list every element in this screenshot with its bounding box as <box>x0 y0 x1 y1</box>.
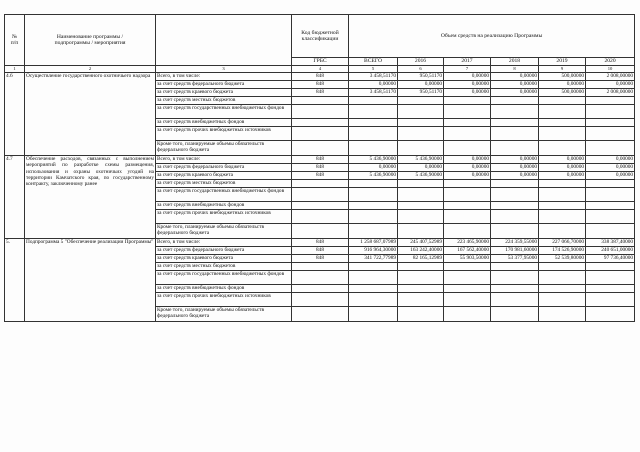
funding-source: за счет средств внебюджетных фондов <box>156 202 292 210</box>
amount-cell: 0,00000 <box>539 172 586 180</box>
grbs-code <box>292 127 349 141</box>
amount-cell: 0,00000 <box>444 81 491 89</box>
amount-cell: 0,00000 <box>491 73 539 81</box>
amount-cell: 0,00000 <box>491 172 539 180</box>
amount-cell: 0,00000 <box>349 164 398 172</box>
amount-cell <box>586 180 635 188</box>
amount-cell <box>491 271 539 285</box>
amount-cell <box>349 285 398 293</box>
section-title: Подпрограмма 5 "Обеспечение реализации Программы" <box>25 239 156 322</box>
funding-source: за счет средств местных бюджетов <box>156 180 292 188</box>
amount-cell <box>398 202 444 210</box>
amount-cell <box>349 141 398 156</box>
amount-cell <box>349 119 398 127</box>
amount-cell <box>586 263 635 271</box>
amount-cell: 0,00000 <box>398 164 444 172</box>
colnum: 3 <box>156 66 292 73</box>
funding-source: за счет средств федерального бюджета <box>156 164 292 172</box>
amount-cell <box>539 105 586 119</box>
funding-source: за счет средств внебюджетных фондов <box>156 285 292 293</box>
amount-cell: 1 258 687,07989 <box>349 239 398 247</box>
colnum: 7 <box>444 66 491 73</box>
amount-cell <box>539 180 586 188</box>
amount-cell <box>491 263 539 271</box>
amount-cell: 167 562,40000 <box>444 247 491 255</box>
amount-cell <box>491 119 539 127</box>
funding-source: за счет средств местных бюджетов <box>156 97 292 105</box>
amount-cell: 0,00000 <box>444 89 491 97</box>
grbs-code <box>292 263 349 271</box>
amount-cell: 0,00000 <box>586 81 635 89</box>
amount-cell: 0,00000 <box>444 73 491 81</box>
grbs-code <box>292 119 349 127</box>
grbs-code <box>292 293 349 307</box>
amount-cell <box>539 307 586 322</box>
amount-cell <box>349 224 398 239</box>
amount-cell <box>491 188 539 202</box>
grbs-code <box>292 285 349 293</box>
table-row <box>5 156 635 164</box>
amount-cell <box>539 210 586 224</box>
amount-cell <box>586 293 635 307</box>
funding-source: за счет средств государственных внебюджетных фондов <box>156 271 292 285</box>
funding-source: за счет средств краевого бюджета <box>156 89 292 97</box>
amount-cell <box>349 263 398 271</box>
grbs-code <box>292 224 349 239</box>
amount-cell <box>349 180 398 188</box>
amount-cell <box>398 188 444 202</box>
grbs-code <box>292 97 349 105</box>
funding-source: за счет средств государственных внебюджетных фондов <box>156 188 292 202</box>
amount-cell <box>398 141 444 156</box>
amount-cell: 82 165,12989 <box>398 255 444 263</box>
amount-cell <box>586 141 635 156</box>
amount-cell: 0,00000 <box>491 81 539 89</box>
funding-source: за счет средств федерального бюджета <box>156 247 292 255</box>
amount-cell <box>491 293 539 307</box>
amount-cell: 53 377,95000 <box>491 255 539 263</box>
header-year-2016: 2016 <box>398 58 444 66</box>
grbs-code: 848 <box>292 247 349 255</box>
amount-cell <box>349 307 398 322</box>
funding-source: Кроме того, планируемые объемы обязательств федерального бюджета <box>156 307 292 322</box>
funding-source: за счет средств прочих внебюджетных источников <box>156 127 292 141</box>
amount-cell: 0,00000 <box>398 81 444 89</box>
amount-cell <box>349 271 398 285</box>
header-name: Наименование программы / подпрограммы / мероприятия <box>25 15 156 66</box>
amount-cell <box>444 263 491 271</box>
funding-source: за счет средств местных бюджетов <box>156 263 292 271</box>
header-row-1 <box>5 15 635 58</box>
header-grbs: ГРБС <box>292 58 349 66</box>
amount-cell <box>398 307 444 322</box>
funding-source: Всего, в том числе: <box>156 73 292 81</box>
amount-cell: 55 903,50000 <box>444 255 491 263</box>
funding-source: за счет средств внебюджетных фондов <box>156 119 292 127</box>
amount-cell: 163 242,40000 <box>398 247 444 255</box>
amount-cell <box>444 271 491 285</box>
colnum: 5 <box>349 66 398 73</box>
amount-cell: 0,00000 <box>444 172 491 180</box>
grbs-code <box>292 180 349 188</box>
funding-source: Кроме того, планируемые объемы обязательств федерального бюджета <box>156 224 292 239</box>
amount-cell: 500,00000 <box>539 73 586 81</box>
amount-cell <box>444 141 491 156</box>
amount-cell <box>539 141 586 156</box>
amount-cell: 3 458,51170 <box>349 73 398 81</box>
amount-cell <box>444 307 491 322</box>
grbs-code <box>292 105 349 119</box>
amount-cell <box>539 127 586 141</box>
colnum: 9 <box>539 66 586 73</box>
amount-cell: 0,00000 <box>539 164 586 172</box>
amount-cell <box>586 202 635 210</box>
amount-cell <box>349 210 398 224</box>
header-kbk: Код бюджетной классификации <box>292 15 349 58</box>
header-year-2020: 2020 <box>586 58 635 66</box>
amount-cell <box>491 224 539 239</box>
header-year-total: ВСЕГО <box>349 58 398 66</box>
amount-cell <box>491 141 539 156</box>
grbs-code <box>292 210 349 224</box>
amount-cell: 223 465,90000 <box>444 239 491 247</box>
grbs-code <box>292 271 349 285</box>
amount-cell <box>398 119 444 127</box>
amount-cell <box>349 188 398 202</box>
amount-cell <box>491 105 539 119</box>
amount-cell: 5 436,90000 <box>349 156 398 164</box>
amount-cell <box>539 97 586 105</box>
amount-cell <box>491 285 539 293</box>
amount-cell <box>444 202 491 210</box>
colnum: 8 <box>491 66 539 73</box>
funding-source: Кроме того, планируемые объемы обязательств федерального бюджета <box>156 141 292 156</box>
section-num: 4.6 <box>5 73 25 156</box>
funding-source: за счет средств краевого бюджета <box>156 172 292 180</box>
amount-cell: 174 526,90000 <box>539 247 586 255</box>
header-year-2019: 2019 <box>539 58 586 66</box>
amount-cell <box>491 307 539 322</box>
grbs-code: 848 <box>292 172 349 180</box>
amount-cell <box>586 105 635 119</box>
amount-cell: 227 066,70000 <box>539 239 586 247</box>
amount-cell: 500,00000 <box>539 89 586 97</box>
amount-cell <box>398 105 444 119</box>
amount-cell <box>444 188 491 202</box>
section-num: 5. <box>5 239 25 322</box>
amount-cell <box>398 224 444 239</box>
funding-source: за счет средств прочих внебюджетных источников <box>156 210 292 224</box>
section-title: Обеспечение расходов, связанных с выполнением мероприятий по разработке схемы размещения, использования и охраны охотничьих угодий на территории Камчатского края, по государственному контракту, заключенному ранее <box>25 156 156 239</box>
amount-cell <box>444 105 491 119</box>
amount-cell <box>539 119 586 127</box>
amount-cell <box>586 97 635 105</box>
funding-source: Всего, в том числе: <box>156 239 292 247</box>
amount-cell <box>349 127 398 141</box>
grbs-code: 848 <box>292 255 349 263</box>
amount-cell <box>398 263 444 271</box>
amount-cell: 916 964,30000 <box>349 247 398 255</box>
amount-cell: 97 736,40000 <box>586 255 635 263</box>
amount-cell <box>539 202 586 210</box>
table-row <box>5 239 635 247</box>
amount-cell <box>586 307 635 322</box>
amount-cell: 0,00000 <box>586 156 635 164</box>
amount-cell <box>398 127 444 141</box>
amount-cell: 3 458,51170 <box>349 89 398 97</box>
amount-cell <box>491 180 539 188</box>
amount-cell <box>444 180 491 188</box>
grbs-code: 848 <box>292 73 349 81</box>
amount-cell <box>491 127 539 141</box>
section-title: Осуществление государственного охотничьего надзора <box>25 73 156 156</box>
colnum: 2 <box>25 66 156 73</box>
header-num: № п/п <box>5 15 25 66</box>
grbs-code <box>292 202 349 210</box>
amount-cell <box>491 210 539 224</box>
amount-cell: 0,00000 <box>586 164 635 172</box>
amount-cell: 0,00000 <box>586 172 635 180</box>
amount-cell <box>444 210 491 224</box>
grbs-code: 848 <box>292 164 349 172</box>
amount-cell: 950,51170 <box>398 73 444 81</box>
funding-source: за счет средств прочих внебюджетных источников <box>156 293 292 307</box>
amount-cell <box>539 285 586 293</box>
amount-cell <box>586 127 635 141</box>
amount-cell <box>398 271 444 285</box>
grbs-code: 848 <box>292 156 349 164</box>
colnum: 10 <box>586 66 635 73</box>
amount-cell <box>398 210 444 224</box>
header-volume: Объем средств на реализацию Программы <box>349 15 635 58</box>
amount-cell: 245 407,52989 <box>398 239 444 247</box>
amount-cell: 5 436,90000 <box>398 172 444 180</box>
amount-cell <box>349 202 398 210</box>
amount-cell: 338 387,40000 <box>586 239 635 247</box>
funding-source: за счет средств государственных внебюджетных фондов <box>156 105 292 119</box>
amount-cell: 240 651,00000 <box>586 247 635 255</box>
grbs-code <box>292 307 349 322</box>
colnum: 6 <box>398 66 444 73</box>
amount-cell <box>586 188 635 202</box>
grbs-code: 848 <box>292 81 349 89</box>
grbs-code: 848 <box>292 89 349 97</box>
section-num: 4.7 <box>5 156 25 239</box>
amount-cell <box>539 293 586 307</box>
amount-cell <box>539 263 586 271</box>
table-row <box>5 73 635 81</box>
amount-cell: 224 359,55000 <box>491 239 539 247</box>
amount-cell <box>586 224 635 239</box>
amount-cell <box>398 293 444 307</box>
header-colnums-row <box>5 66 635 73</box>
amount-cell <box>586 210 635 224</box>
amount-cell <box>349 97 398 105</box>
header-year-2017: 2017 <box>444 58 491 66</box>
amount-cell <box>349 293 398 307</box>
funding-source: за счет средств краевого бюджета <box>156 255 292 263</box>
amount-cell <box>349 105 398 119</box>
amount-cell: 341 722,77989 <box>349 255 398 263</box>
grbs-code <box>292 188 349 202</box>
amount-cell <box>444 285 491 293</box>
amount-cell <box>398 180 444 188</box>
amount-cell <box>491 202 539 210</box>
amount-cell <box>539 271 586 285</box>
amount-cell: 2 008,00000 <box>586 73 635 81</box>
amount-cell <box>398 285 444 293</box>
amount-cell: 0,00000 <box>444 156 491 164</box>
amount-cell <box>444 224 491 239</box>
amount-cell: 170 981,60000 <box>491 247 539 255</box>
amount-cell: 0,00000 <box>539 81 586 89</box>
grbs-code: 848 <box>292 239 349 247</box>
amount-cell <box>539 188 586 202</box>
amount-cell: 0,00000 <box>491 164 539 172</box>
budget-table <box>4 14 635 322</box>
funding-source: за счет средств федерального бюджета <box>156 81 292 89</box>
amount-cell <box>444 293 491 307</box>
amount-cell: 0,00000 <box>491 89 539 97</box>
amount-cell <box>586 271 635 285</box>
amount-cell: 52 539,80000 <box>539 255 586 263</box>
amount-cell: 950,51170 <box>398 89 444 97</box>
header-source <box>156 15 292 66</box>
amount-cell: 0,00000 <box>349 81 398 89</box>
amount-cell <box>586 119 635 127</box>
amount-cell <box>444 97 491 105</box>
grbs-code <box>292 141 349 156</box>
amount-cell <box>398 97 444 105</box>
amount-cell: 2 008,00000 <box>586 89 635 97</box>
header-year-2018: 2018 <box>491 58 539 66</box>
amount-cell: 0,00000 <box>539 156 586 164</box>
amount-cell: 0,00000 <box>491 156 539 164</box>
colnum: 4 <box>292 66 349 73</box>
amount-cell: 5 436,90000 <box>349 172 398 180</box>
funding-source: Всего, в том числе: <box>156 156 292 164</box>
amount-cell <box>539 224 586 239</box>
amount-cell: 5 436,90000 <box>398 156 444 164</box>
amount-cell <box>586 285 635 293</box>
amount-cell <box>491 97 539 105</box>
amount-cell <box>444 127 491 141</box>
amount-cell: 0,00000 <box>444 164 491 172</box>
amount-cell <box>444 119 491 127</box>
colnum: 1 <box>5 66 25 73</box>
